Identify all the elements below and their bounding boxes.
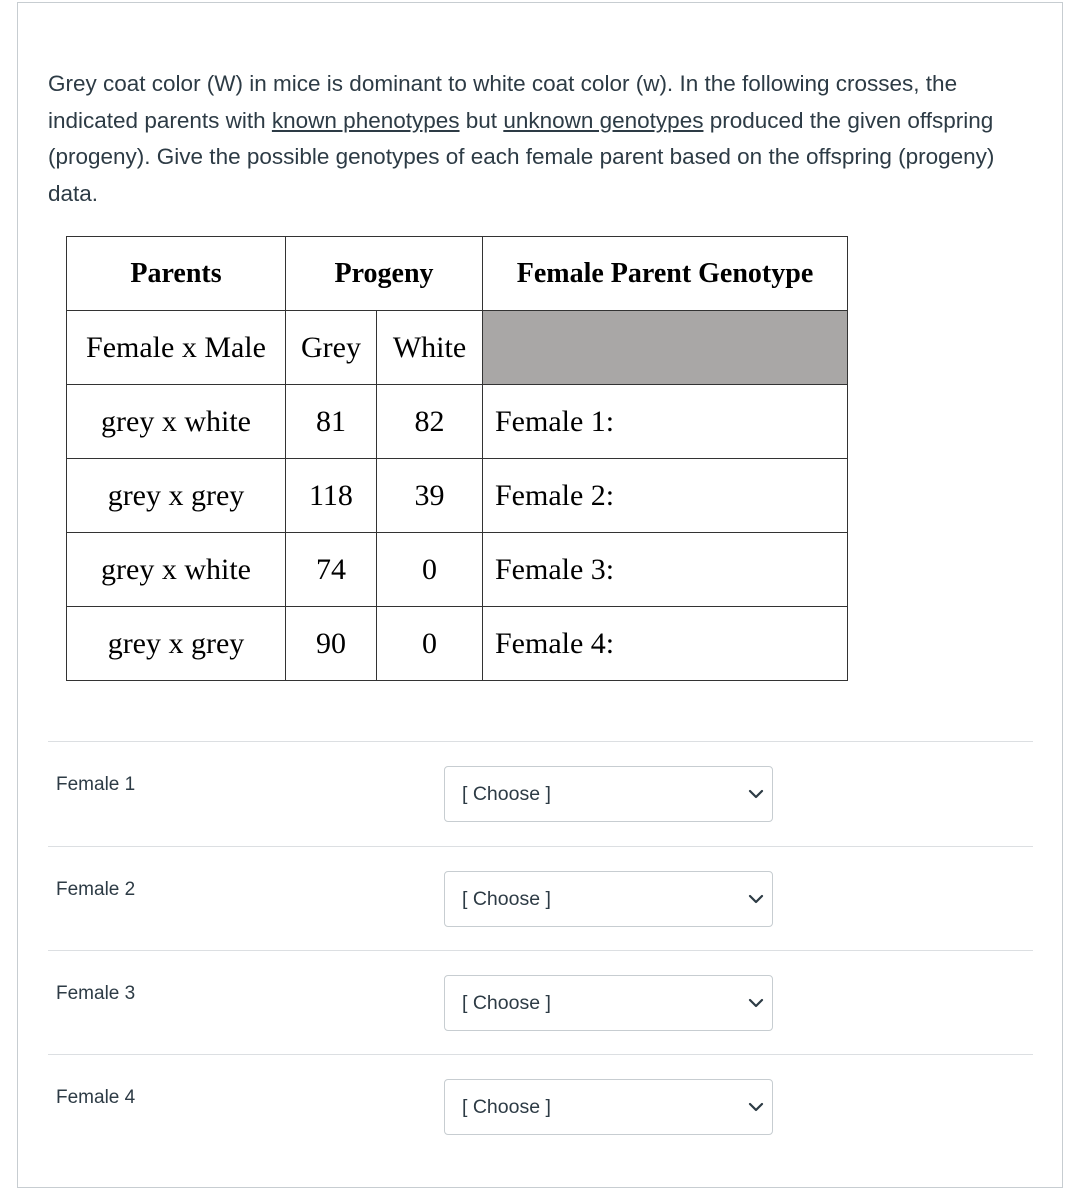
table-row-female: Female 3: [483,533,848,607]
answer-row-female-3 [48,950,1033,1055]
female-4-genotype-select[interactable] [444,1079,773,1135]
female-2-genotype-select[interactable] [444,871,773,927]
answer-label: Female 2 [56,879,136,900]
answer-row-female-4 [48,1054,1033,1159]
answer-row-female-2 [48,846,1033,951]
chevron-down-icon [748,995,764,1011]
chevron-down-icon [748,786,764,802]
select-value: [ Choose ] [462,1096,551,1118]
subheader-white: White [377,311,483,385]
known-phenotypes-underline: known phenotypes [271,107,460,133]
table-row-cross: grey x grey [67,607,286,681]
table-row-grey: 118 [286,459,377,533]
female-3-genotype-select[interactable] [444,975,773,1031]
question-text-part3: produced the given offspring (progeny). Give the possible genotypes of each female parent based on the offspring (progeny) data. [48,107,995,206]
table-row-female: Female 4: [483,607,848,681]
header-female-parent-genotype: Female Parent Genotype [483,237,848,311]
subheader-cross: Female x Male [67,311,286,385]
subheader-grey: Grey [286,311,377,385]
table-row-white: 82 [377,385,483,459]
answer-label: Female 4 [56,1087,136,1108]
answer-label: Female 3 [56,983,136,1004]
table-row-white: 39 [377,459,483,533]
question-text-part1: Grey coat color (W) in mice is dominant to white coat color (w). In the following crosses, the indicated parents with [48,71,958,133]
unknown-genotypes-underline: unknown genotypes [503,107,704,133]
table-row-white: 0 [377,607,483,681]
header-progeny: Progeny [286,237,483,311]
answer-label: Female 1 [56,774,136,795]
question-text [48,66,1048,212]
cross-data-table [66,236,848,681]
table-row-female: Female 2: [483,459,848,533]
select-value: [ Choose ] [462,992,551,1014]
table-row-cross: grey x white [67,533,286,607]
select-value: [ Choose ] [462,783,551,805]
answer-row-female-1 [48,741,1033,846]
table-row-female: Female 1: [483,385,848,459]
table-row-grey: 90 [286,607,377,681]
header-parents: Parents [67,237,286,311]
table-row-cross: grey x grey [67,459,286,533]
chevron-down-icon [748,1099,764,1115]
table-row-grey: 74 [286,533,377,607]
table-row-cross: grey x white [67,385,286,459]
question-text-part2: but [459,107,504,133]
table-row-white: 0 [377,533,483,607]
select-value: [ Choose ] [462,888,551,910]
table-row-grey: 81 [286,385,377,459]
shaded-cell [483,311,848,385]
chevron-down-icon [748,891,764,907]
female-1-genotype-select[interactable] [444,766,773,822]
